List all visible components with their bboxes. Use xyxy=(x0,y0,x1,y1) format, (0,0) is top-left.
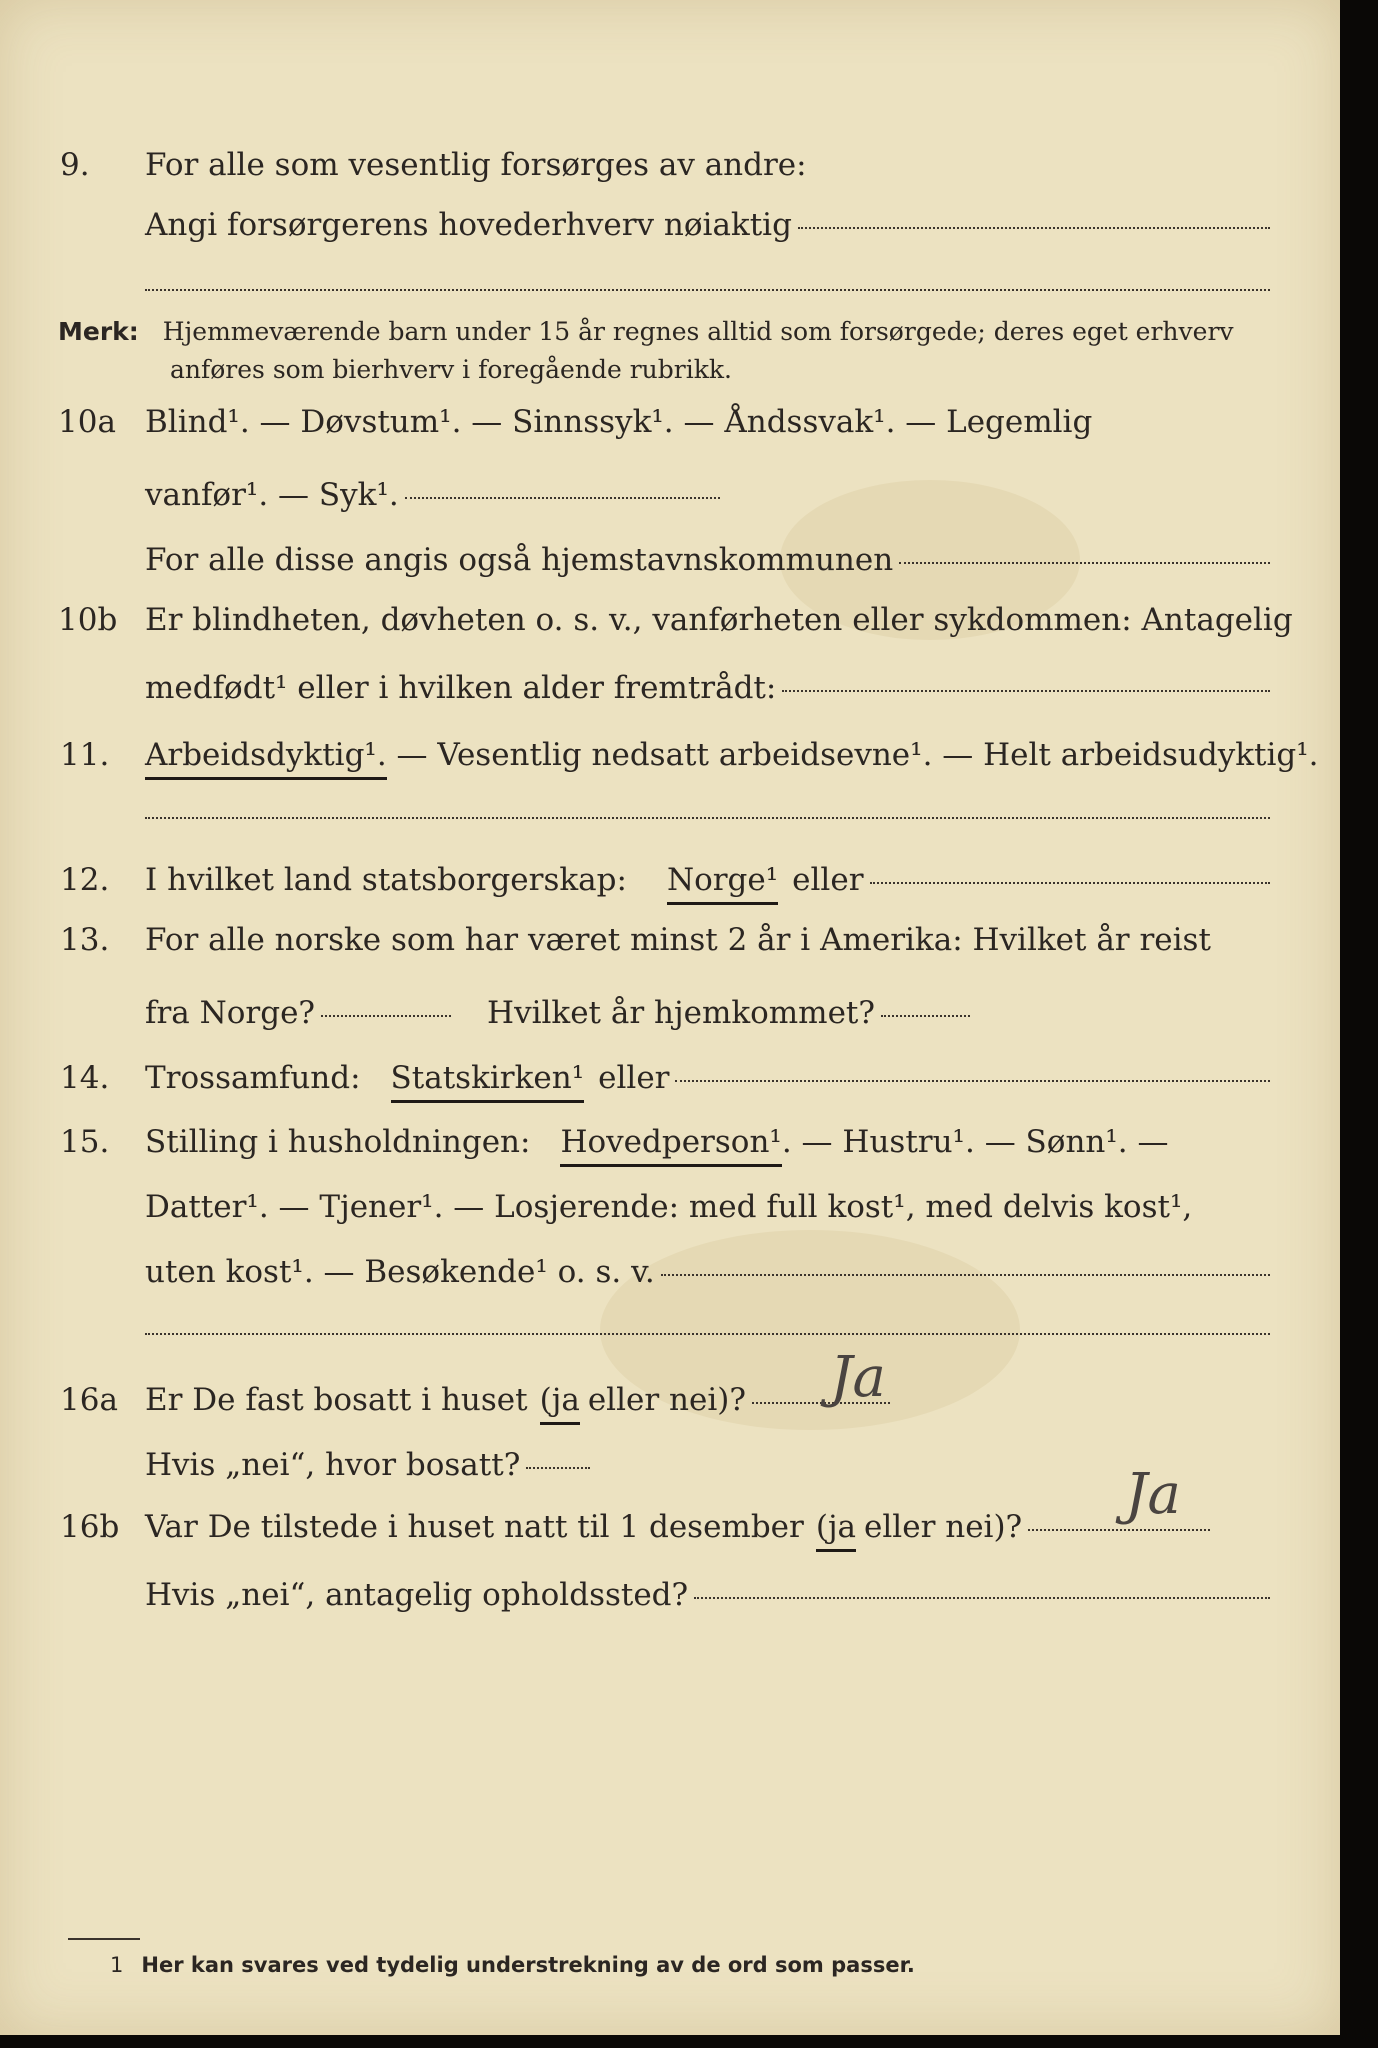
question-text: Var De tilstede i huset natt til 1 desember xyxy=(145,1509,804,1545)
question-text: Trossamfund: xyxy=(145,1060,361,1096)
option-selected[interactable]: (ja xyxy=(816,1507,856,1552)
question-text: medfødt¹ eller i hvilken alder fremtrådt: xyxy=(145,670,777,706)
footnote-rule xyxy=(68,1938,140,1940)
note-text: Hjemmeværende barn under 15 år regnes alltid som forsørgede; deres eget erhverv xyxy=(162,317,1234,346)
option-selected[interactable]: Hovedperson¹ xyxy=(560,1122,781,1167)
handwritten-answer: Ja xyxy=(830,1345,886,1410)
answer-line[interactable] xyxy=(782,690,1270,692)
option-text: Datter¹. — Tjener¹. — Losjerende: med full kost¹, med delvis kost¹, xyxy=(145,1189,1193,1225)
answer-line[interactable] xyxy=(881,1015,970,1017)
option-text: uten kost¹. — Besøkende¹ o. s. v. xyxy=(145,1254,655,1290)
answer-line[interactable] xyxy=(870,882,1270,884)
answer-line[interactable] xyxy=(405,497,720,499)
answer-line[interactable] xyxy=(145,1333,1270,1335)
option-selected[interactable]: Norge¹ xyxy=(667,860,778,905)
question-number: 10b xyxy=(58,602,118,638)
answer-line[interactable] xyxy=(798,227,1270,229)
answer-line[interactable] xyxy=(321,1015,451,1017)
handwritten-answer: Ja xyxy=(1125,1462,1181,1527)
option-text: . — Hustru¹. — Sønn¹. — xyxy=(781,1124,1169,1160)
question-text: For alle norske som har været minst 2 år i Amerika: Hvilket år reist xyxy=(145,922,1211,958)
question-number: 12. xyxy=(60,862,110,898)
question-text: Hvilket år hjemkommet? xyxy=(487,995,876,1031)
answer-line[interactable] xyxy=(145,817,1270,819)
option-selected[interactable]: (ja xyxy=(540,1380,580,1425)
option-text: eller nei)? xyxy=(587,1382,746,1418)
question-text: fra Norge? xyxy=(145,995,316,1031)
option-text: eller nei)? xyxy=(864,1509,1023,1545)
question-text: Stilling i husholdningen: xyxy=(145,1124,531,1160)
question-text: vanfør¹. — Syk¹. xyxy=(145,477,399,513)
question-number: 16b xyxy=(60,1509,120,1545)
question-text: For alle som vesentlig forsørges av andre: xyxy=(145,147,807,183)
option-text: — Vesentlig nedsatt arbeidsevne¹. — Helt arbeidsudyktig¹. xyxy=(386,737,1319,773)
question-number: 16a xyxy=(60,1382,118,1418)
answer-line[interactable] xyxy=(145,289,1270,291)
option-selected[interactable]: Arbeidsdyktig¹. xyxy=(145,735,387,780)
note-text-line2: anføres som bierhverv i foregående rubrikk. xyxy=(170,355,732,384)
option-text: eller xyxy=(598,1060,670,1096)
answer-line[interactable] xyxy=(661,1274,1270,1276)
option-text: eller xyxy=(792,862,864,898)
question-number: 13. xyxy=(60,922,110,958)
question-text: For alle disse angis også hjemstavnskommunen xyxy=(145,542,894,578)
answer-line[interactable] xyxy=(675,1080,1270,1082)
question-text: Hvis „nei“, hvor bosatt? xyxy=(145,1447,521,1483)
question-number: 14. xyxy=(60,1060,110,1096)
answer-line[interactable] xyxy=(1028,1529,1210,1531)
footnote-text: Her kan svares ved tydelig understrekning av de ord som passer. xyxy=(141,1953,915,1977)
question-text: Hvis „nei“, antagelig opholdssted? xyxy=(145,1577,689,1613)
note-merk xyxy=(58,312,1270,352)
footnote-mark: 1 xyxy=(110,1953,124,1977)
question-text: I hvilket land statsborgerskap: xyxy=(145,862,627,898)
question-text: Angi forsørgerens hovederhverv nøiaktig xyxy=(145,207,792,243)
question-number: 15. xyxy=(60,1124,110,1160)
note-label: Merk: xyxy=(58,317,139,346)
footnote xyxy=(110,1953,915,1977)
question-text: Er De fast bosatt i huset xyxy=(145,1382,528,1418)
question-number: 11. xyxy=(60,737,110,773)
option-selected[interactable]: Statskirken¹ xyxy=(391,1058,585,1103)
question-number: 10a xyxy=(58,404,116,440)
question-number: 9. xyxy=(60,147,90,183)
answer-line[interactable] xyxy=(694,1597,1270,1599)
question-text: Blind¹. — Døvstum¹. — Sinnssyk¹. — Åndssvak¹. — Legemlig xyxy=(145,404,1093,440)
question-text: Er blindheten, døvheten o. s. v., vanførheten eller sykdommen: Antagelig xyxy=(145,602,1293,638)
answer-line[interactable] xyxy=(526,1467,590,1469)
answer-line[interactable] xyxy=(899,562,1270,564)
